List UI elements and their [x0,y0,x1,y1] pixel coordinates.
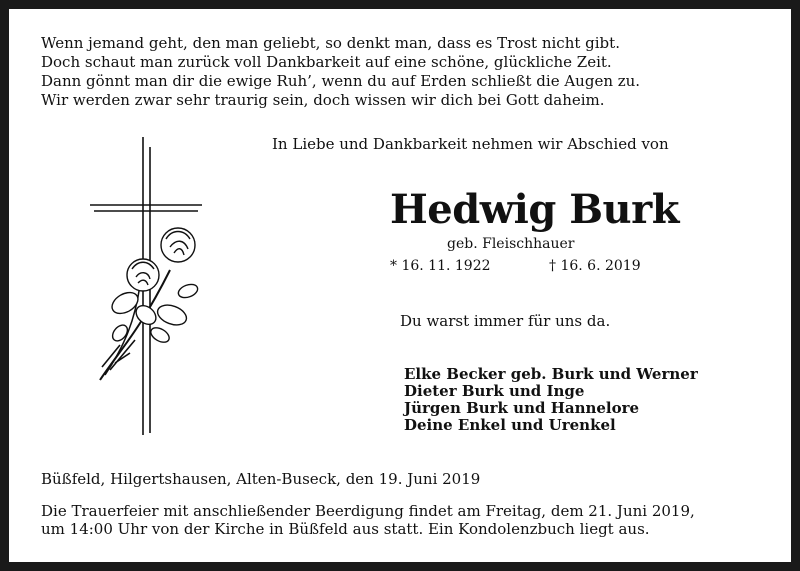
death-date: † 16. 6. 2019 [549,258,641,274]
mourner: Jürgen Burk und Hannelore [404,399,640,417]
mourners-list [404,366,698,434]
place-date: Büßfeld, Hilgertshausen, Alten-Buseck, den 19. Juni 2019 [41,470,481,488]
cross-with-roses-icon [80,135,210,440]
motto: Du warst immer für uns da. [400,312,611,330]
poem-line: Wenn jemand geht, den man geliebt, so denkt man, dass es Trost nicht gibt. [41,34,620,52]
service-line: Die Trauerfeier mit anschließender Beerdigung findet am Freitag, dem 21. Juni 2019, [41,502,695,520]
farewell-intro: In Liebe und Dankbarkeit nehmen wir Abschied von [272,135,669,153]
deceased-name: Hedwig Burk [390,186,679,233]
service-notice [41,502,695,538]
mourner: Elke Becker geb. Burk und Werner [404,365,698,383]
poem-line: Wir werden zwar sehr traurig sein, doch wissen wir dich bei Gott daheim. [41,91,605,109]
service-line: um 14:00 Uhr von der Kirche in Büßfeld aus statt. Ein Kondolenzbuch liegt aus. [41,520,650,538]
poem-line: Doch schaut man zurück voll Dankbarkeit auf eine schöne, glückliche Zeit. [41,53,612,71]
poem-line: Dann gönnt man dir die ewige Ruh’, wenn du auf Erden schließt die Augen zu. [41,72,641,90]
birth-date: * 16. 11. 1922 [390,258,491,274]
mourner: Deine Enkel und Urenkel [404,416,616,434]
poem [41,34,640,110]
maiden-name: geb. Fleischhauer [447,236,575,252]
mourner: Dieter Burk und Inge [404,382,585,400]
